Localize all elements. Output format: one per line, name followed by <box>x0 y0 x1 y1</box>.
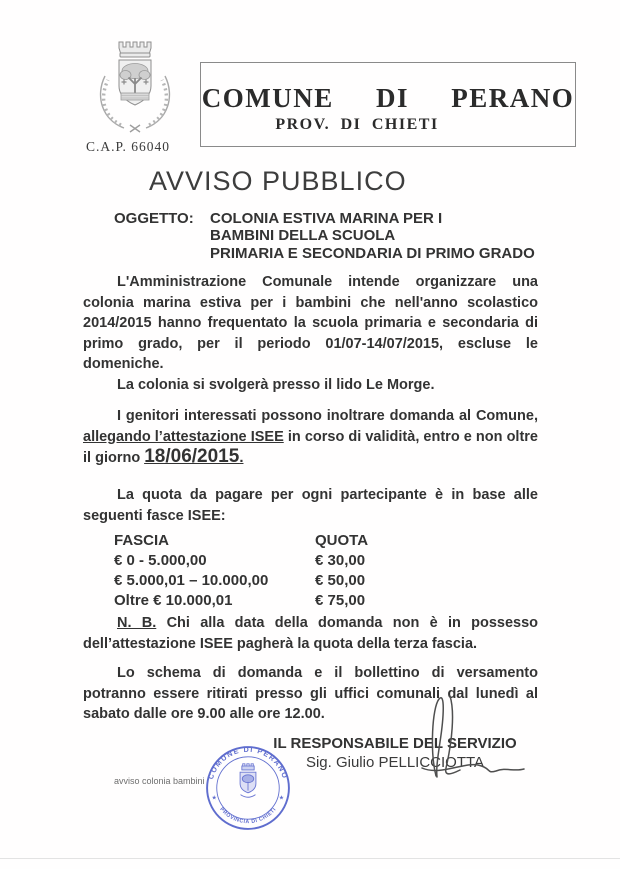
subject-label: OGGETTO: <box>114 210 194 227</box>
fee-table-cell: € 5.000,01 – 10.000,00 <box>114 572 269 589</box>
handwritten-signature <box>392 690 537 782</box>
subject-line: PRIMARIA E SECONDARIA DI PRIMO GRADO <box>210 244 535 262</box>
paragraph-forms-pickup: Lo schema di domanda e il bollettino di versamento potranno essere ritirati presso gli uffici comunali dal lunedì al sabato dalle ore 9.00 alle ore 12.00. <box>83 665 538 722</box>
fee-table-cell: Oltre € 10.000,01 <box>114 592 233 609</box>
fee-table-header-fascia: FASCIA <box>114 532 170 549</box>
subject-section <box>114 210 554 262</box>
paragraph-location: La colonia si svolgerà presso il lido Le Morge. <box>117 377 435 393</box>
page-title: AVVISO PUBBLICO <box>149 166 407 196</box>
fee-table-cell: € 75,00 <box>315 592 366 609</box>
subject-lines <box>210 210 554 262</box>
fee-table-cell: € 30,00 <box>315 552 366 569</box>
paragraph-fees-intro: La quota da pagare per ogni partecipante è in base alle seguenti fasce ISEE: <box>83 487 538 524</box>
stamp-star-left-icon: ★ <box>211 794 218 802</box>
application-text-underlined: allegando l’attestazione ISEE <box>83 428 284 445</box>
subject-line: BAMBINI DELLA SCUOLA <box>210 227 396 245</box>
nota-bene-text: Chi alla data della domanda non è in possesso dell’attestazione ISEE pagherà la quota della terza fascia. <box>83 615 539 652</box>
fee-table <box>114 531 454 611</box>
fee-table-cell: € 0 - 5.000,00 <box>114 552 207 569</box>
fee-table-header-quota: QUOTA <box>315 532 369 549</box>
subject-line: COLONIA ESTIVA MARINA PER I <box>210 210 443 227</box>
stamp-text-top: COMUNE DI PERANO <box>206 744 290 781</box>
letterhead-box <box>200 62 576 147</box>
postal-code: C.A.P. 66040 <box>86 139 171 154</box>
scan-artifact-line <box>0 858 620 859</box>
signer-role: IL RESPONSABILE DEL SERVIZIO <box>273 735 517 752</box>
stamp-text-bottom: PROVINCIA DI CHIETI <box>218 806 278 826</box>
province-name: PROV. DI CHIETI <box>275 116 439 133</box>
signer-name: Sig. Giulio PELLICCIOTTA <box>305 754 485 771</box>
fee-table-cell: € 50,00 <box>315 572 366 589</box>
application-text-middle: in corso di validità, entro e non oltre il giorno <box>83 428 538 466</box>
municipality-name: COMUNE DI PERANO <box>201 83 575 113</box>
stamp-crest-icon <box>240 764 256 797</box>
sentence-period: . <box>239 449 244 466</box>
nota-bene-label: N. B. <box>117 615 157 631</box>
municipal-stamp <box>204 744 292 832</box>
deadline-date: 18/06/2015 <box>144 446 240 467</box>
stamp-star-right-icon: ★ <box>278 794 285 802</box>
application-text-start: I genitori interessati possono inoltrare domanda al Comune, <box>117 408 538 424</box>
paragraph-intro: L'Amministrazione Comunale intende organizzare una colonia marina estiva per i bambini che nell'anno scolastico 2014/2015 hanno frequentato la scuola primaria e secondaria di primo grado, per il periodo 01/07-14/07/2015, escluse le domeniche. <box>83 274 538 372</box>
paragraph-application <box>83 406 538 469</box>
coat-of-arms-icon <box>84 36 186 136</box>
file-reference-note: avviso colonia bambini <box>114 776 205 786</box>
paragraph-nota-bene <box>83 613 538 654</box>
